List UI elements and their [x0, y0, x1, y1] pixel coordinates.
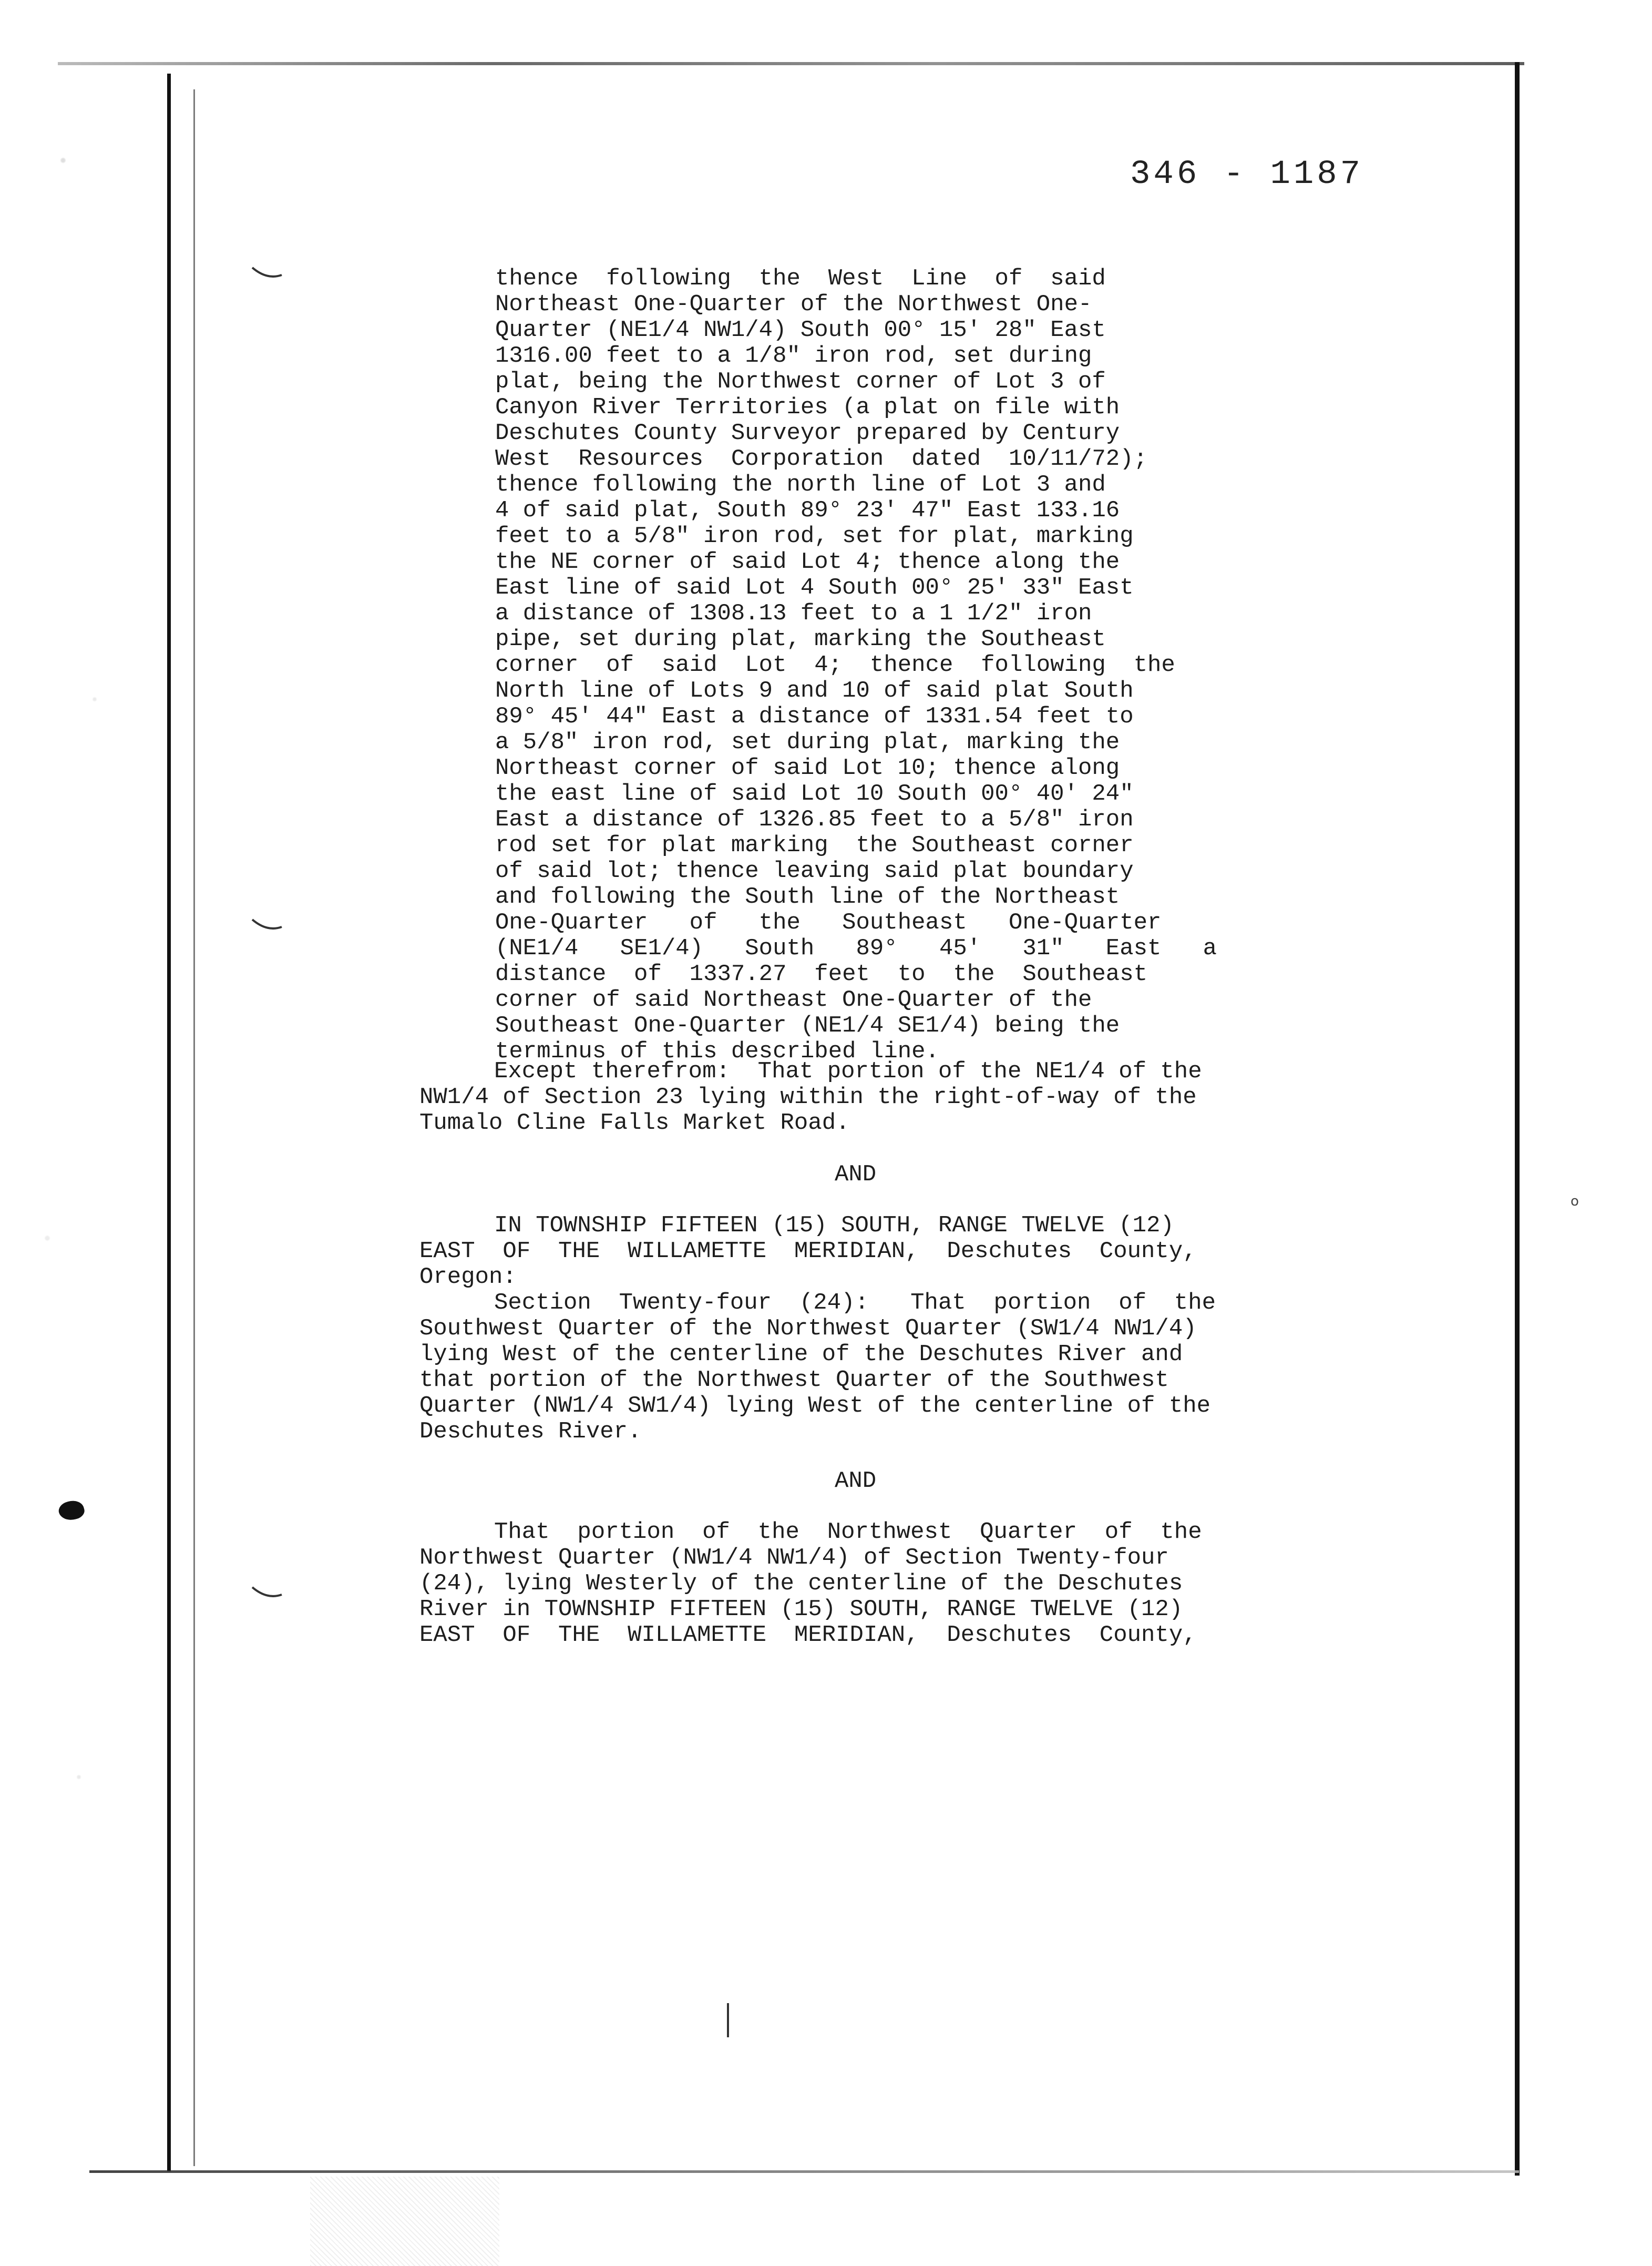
- text-line: Deschutes County Surveyor prepared by Century: [495, 420, 1120, 446]
- text-line: feet to a 5/8" iron rod, set for plat, marking: [495, 523, 1134, 549]
- text-line: (24), lying Westerly of the centerline of the Deschutes: [419, 1570, 1183, 1597]
- text-line: East line of said Lot 4 South 00° 25' 33" East: [495, 575, 1134, 601]
- exception-paragraph: [419, 1059, 1202, 1136]
- text-line: distance of 1337.27 feet to the Southeast: [495, 961, 1148, 987]
- text-line: corner of said Northeast One-Quarter of the: [495, 987, 1092, 1013]
- stray-pen-mark: [727, 2003, 729, 2037]
- stray-mark: o: [1571, 1193, 1579, 1209]
- text-line: NW1/4 of Section 23 lying within the right-of-way of the: [419, 1084, 1197, 1110]
- and-separator-2: AND: [835, 1468, 877, 1494]
- text-line: Northwest Quarter (NW1/4 NW1/4) of Section Twenty-four: [419, 1545, 1169, 1571]
- text-line: EAST OF THE WILLAMETTE MERIDIAN, Deschutes County,: [419, 1238, 1197, 1264]
- text-line: pipe, set during plat, marking the Southeast: [495, 626, 1106, 652]
- text-line: West Resources Corporation dated 10/11/72);: [495, 446, 1148, 472]
- text-line: Oregon:: [419, 1264, 517, 1290]
- text-line: lying West of the centerline of the Deschutes River and: [419, 1341, 1183, 1367]
- text-line: Northeast corner of said Lot 10; thence along: [495, 755, 1120, 781]
- text-line: the east line of said Lot 10 South 00° 40' 24": [495, 781, 1134, 807]
- scan-frame-right: [1515, 62, 1520, 2176]
- text-line: terminus of this described line.: [495, 1038, 939, 1065]
- text-line: a distance of 1308.13 feet to a 1 1/2" iron: [495, 600, 1092, 627]
- text-line: River in TOWNSHIP FIFTEEN (15) SOUTH, RANGE TWELVE (12): [419, 1596, 1183, 1622]
- text-line: and following the South line of the Northeast: [495, 884, 1120, 910]
- text-line: a 5/8" iron rod, set during plat, marking the: [495, 729, 1120, 756]
- and-separator-1: AND: [835, 1161, 877, 1188]
- text-line: Section Twenty-four (24): That portion of the: [494, 1290, 1216, 1316]
- text-line: Except therefrom: That portion of the NE1/4 of the: [494, 1058, 1202, 1085]
- text-line: 1316.00 feet to a 1/8" iron rod, set during: [495, 343, 1092, 369]
- text-line: the NE corner of said Lot 4; thence along the: [495, 549, 1120, 575]
- legal-description-block-1: [495, 266, 1217, 1065]
- text-line: That portion of the Northwest Quarter of the: [494, 1519, 1202, 1545]
- text-line: Southeast One-Quarter (NE1/4 SE1/4) being the: [495, 1013, 1120, 1039]
- scan-frame-bottom: [89, 2170, 1519, 2173]
- text-line: (NE1/4 SE1/4) South 89° 45' 31" East a: [495, 935, 1217, 962]
- margin-tick-icon: [251, 266, 283, 281]
- text-line: Canyon River Territories (a plat on file with: [495, 394, 1120, 421]
- text-line: North line of Lots 9 and 10 of said plat South: [495, 678, 1134, 704]
- text-line: that portion of the Northwest Quarter of the Southwest: [419, 1367, 1169, 1393]
- northwest-quarter-paragraph: [419, 1519, 1202, 1648]
- text-line: plat, being the Northwest corner of Lot 3 of: [495, 369, 1106, 395]
- scan-frame-left-inner: [193, 89, 195, 2166]
- text-line: 89° 45' 44" East a distance of 1331.54 feet to: [495, 703, 1134, 730]
- margin-tick-icon: [251, 917, 283, 933]
- scan-noise: [0, 53, 158, 2208]
- text-line: corner of said Lot 4; thence following the: [495, 652, 1175, 678]
- text-line: rod set for plat marking the Southeast corner: [495, 832, 1134, 859]
- text-line: Southwest Quarter of the Northwest Quarter (SW1/4 NW1/4): [419, 1315, 1197, 1342]
- margin-tick-icon: [251, 1585, 283, 1601]
- text-line: Tumalo Cline Falls Market Road.: [419, 1110, 850, 1136]
- text-line: Deschutes River.: [419, 1418, 642, 1445]
- page-reference-number: 346 - 1187: [1130, 156, 1364, 193]
- text-line: 4 of said plat, South 89° 23' 47" East 133.16: [495, 497, 1120, 524]
- text-line: thence following the north line of Lot 3 and: [495, 472, 1106, 498]
- text-line: of said lot; thence leaving said plat boundary: [495, 858, 1134, 884]
- township-section-paragraph: [419, 1213, 1216, 1445]
- text-line: Northeast One-Quarter of the Northwest One-: [495, 291, 1092, 318]
- text-line: One-Quarter of the Southeast One-Quarter: [495, 910, 1162, 936]
- text-line: Quarter (NW1/4 SW1/4) lying West of the centerline of the: [419, 1393, 1211, 1419]
- text-line: Quarter (NE1/4 NW1/4) South 00° 15' 28" East: [495, 317, 1106, 343]
- text-line: East a distance of 1326.85 feet to a 5/8" iron: [495, 807, 1134, 833]
- scan-frame-left: [167, 74, 171, 2171]
- text-line: IN TOWNSHIP FIFTEEN (15) SOUTH, RANGE TWELVE (12): [494, 1212, 1174, 1239]
- text-line: EAST OF THE WILLAMETTE MERIDIAN, Deschutes County,: [419, 1622, 1197, 1648]
- scan-frame-top: [58, 62, 1524, 65]
- text-line: thence following the West Line of said: [495, 266, 1106, 292]
- scan-noise-bottom: [310, 2177, 499, 2266]
